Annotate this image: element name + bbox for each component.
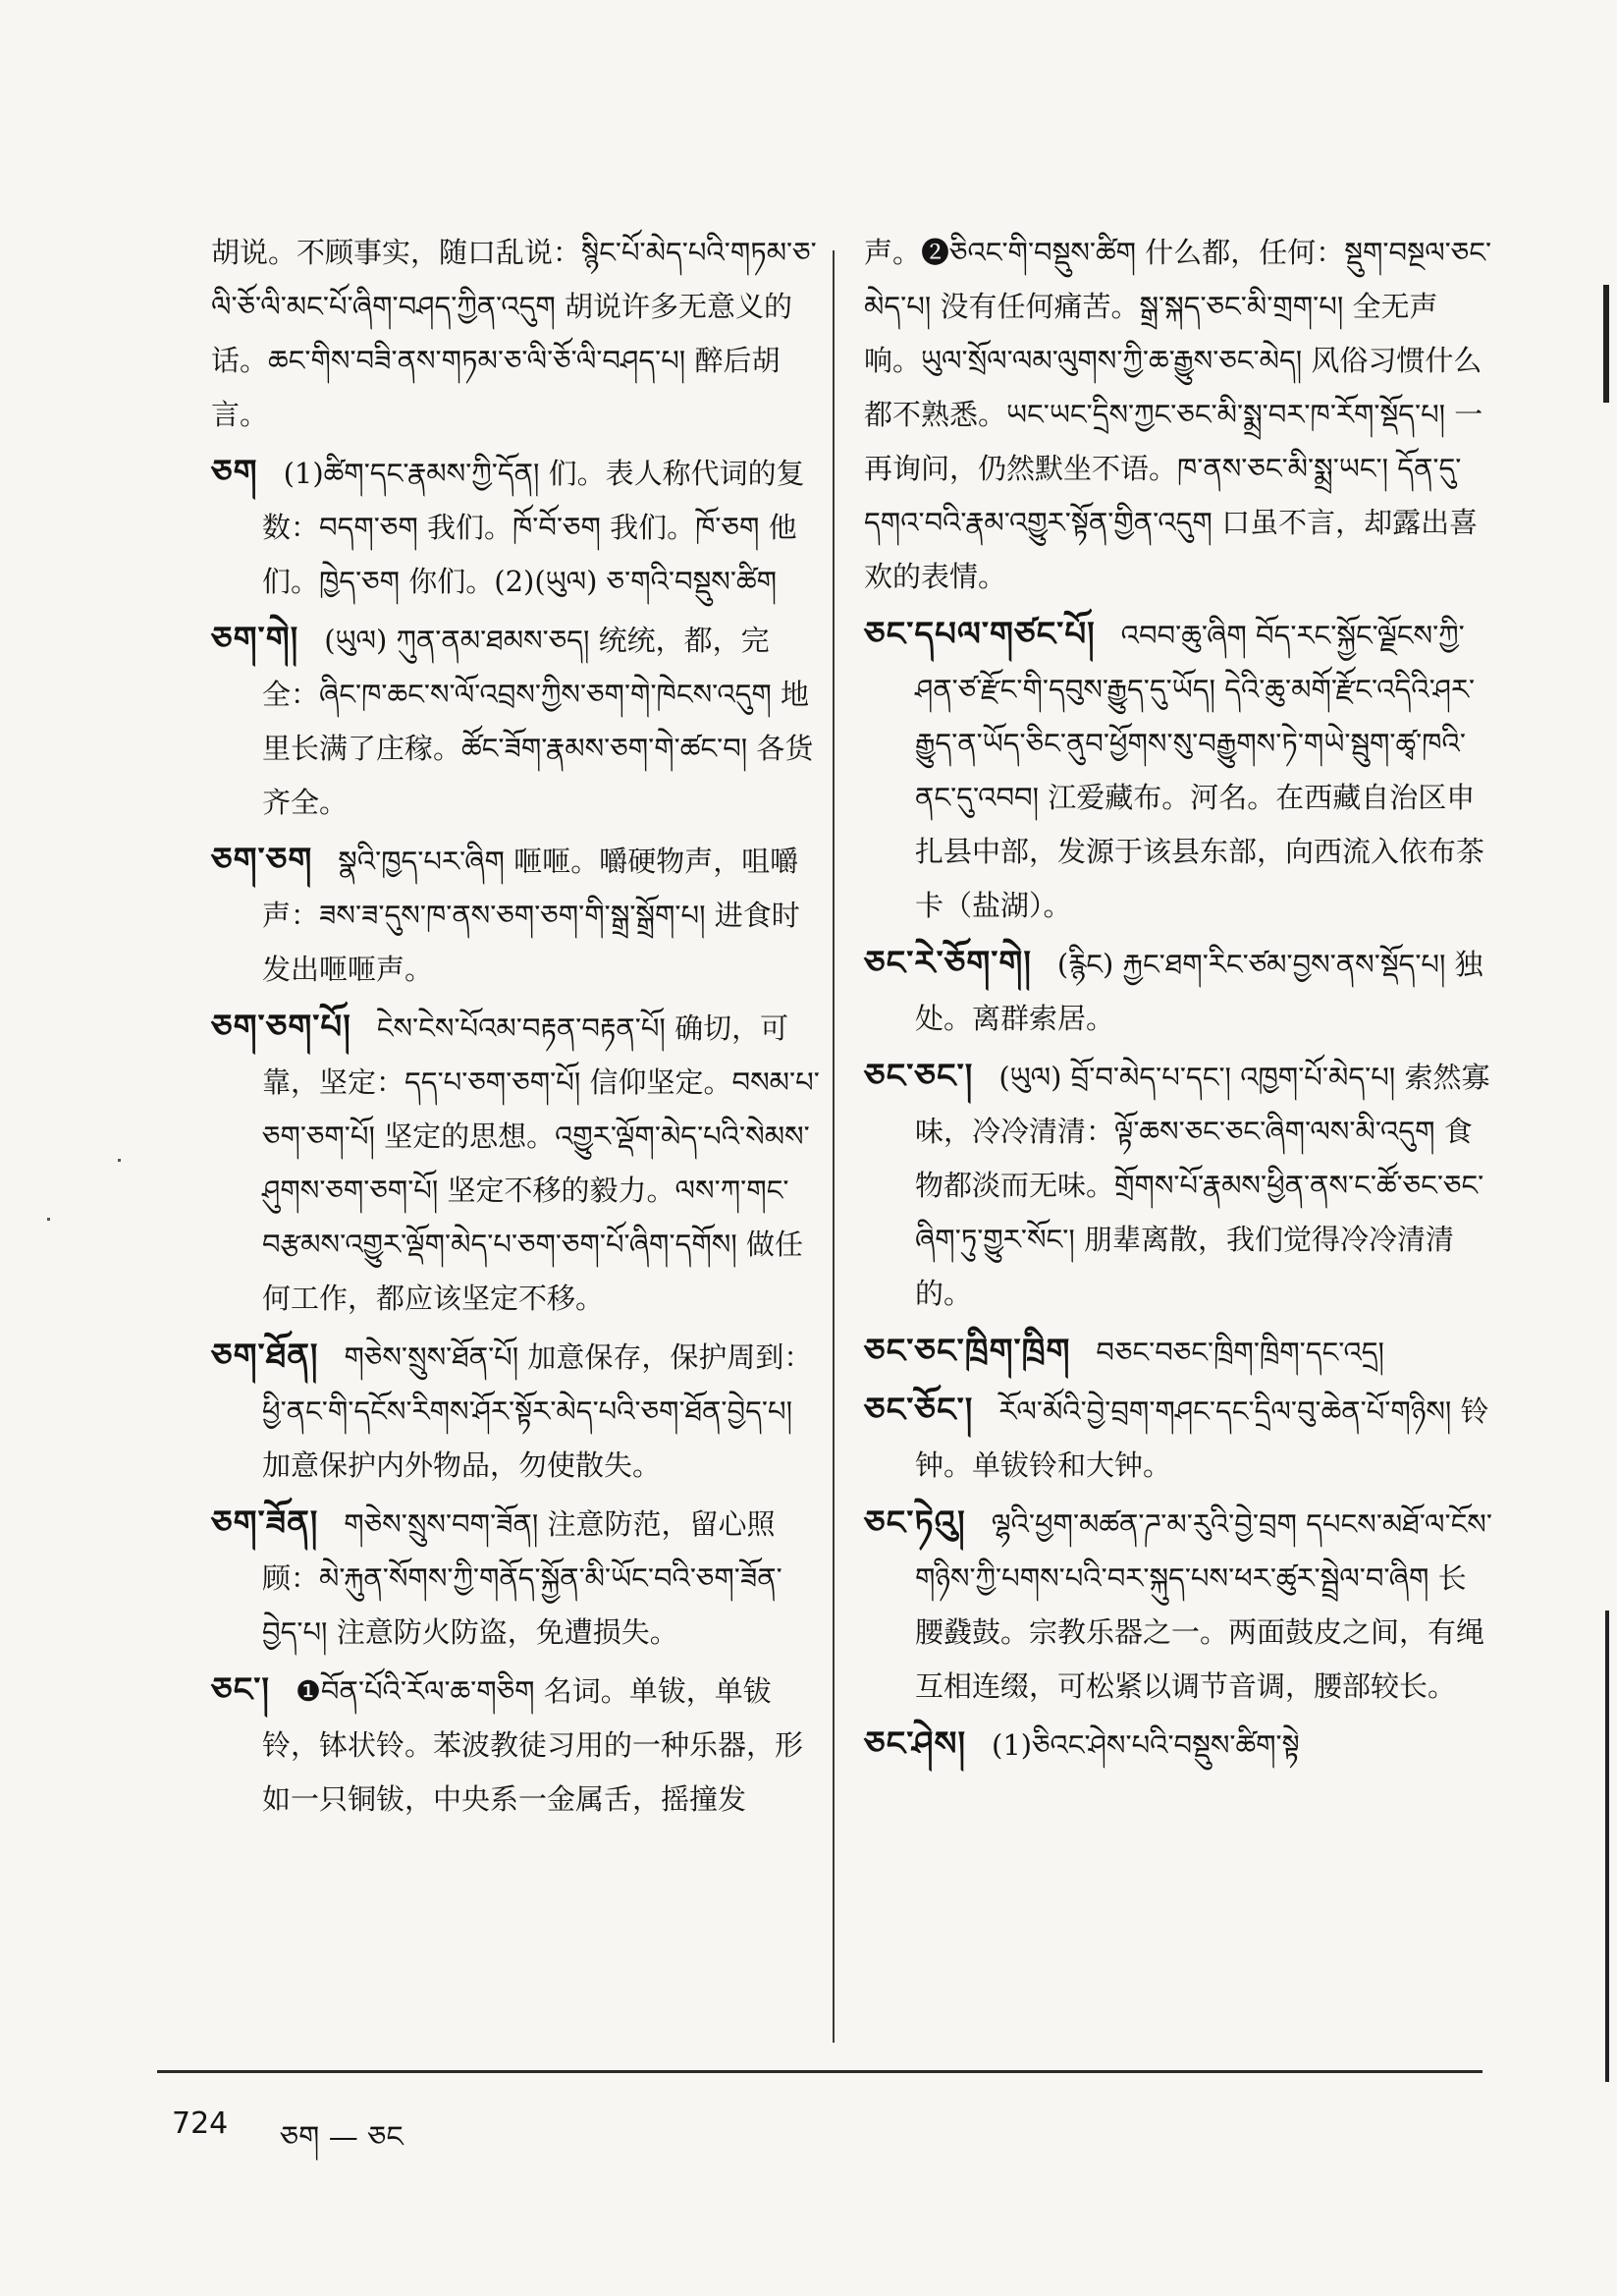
entry-continuation (864, 226, 1492, 604)
right-column (864, 226, 1492, 1777)
entry-definition: (ཡུལ) བྲོ་བ་མེད་པ་དང་། འཁྱག་པོ་མེད་པ། 索然寡味，冷冷清清：ལྟོ་ཆས་ཅང་ཅང་ཞིག་ལས་མི་འདུག 食物都淡而无味。གྲོགས་པོ་རྣམས་ཕྱིན་ནས་ང་ཚོ་ཅང་ཅང་ཞིག་ཏུ་གྱུར་སོང་། 朋辈离散，我们觉得冷冷清清的。 (915, 1061, 1490, 1310)
dictionary-entry (864, 1050, 1492, 1321)
dictionary-entry (211, 613, 820, 830)
dictionary-entry (211, 1497, 820, 1660)
entry-headword: ཅང་དཔལ་གཙང་པོ། (864, 615, 1096, 654)
dictionary-entry (211, 1001, 820, 1326)
entry-headword: ཅག (211, 453, 258, 492)
entry-headword: ཅང་ཤེས། (864, 1724, 966, 1764)
dictionary-entry (211, 1664, 820, 1827)
entry-definition: ❶བོན་པོའི་རོལ་ཆ་གཅིག 名词。单钹，单钹铃，钵状铃。苯波教徒习用的一种乐器，形如一只铜钹，中央系一金属舌，摇撞发 (262, 1674, 804, 1816)
footer-rule (157, 2070, 1482, 2073)
entry-definition: བཅང་བཅང་ཁྲིག་ཁྲིག་དང་འདྲ། (1096, 1336, 1384, 1369)
dictionary-entry (864, 937, 1492, 1046)
scan-edge-mark (1605, 1611, 1609, 2082)
entry-headword: ཅང་ཅོང་། (864, 1391, 974, 1430)
dictionary-entry (864, 1718, 1492, 1773)
entry-definition: གཅེས་སྲུས་ཐོན་པོ། 加意保存，保护周到：ཕྱི་ནང་གི་དངོས་རིགས་ཤོར་སྟོར་མེད་པའི་ཅག་ཐོན་བྱེད་པ། 加意保护内外物品，勿使散失。 (262, 1340, 813, 1482)
dictionary-entry (211, 834, 820, 997)
entry-headword: ཅང་ཅང་། (864, 1057, 974, 1096)
entry-definition: གཅེས་སྲུས་བག་ཟོན། 注意防范，留心照顾：མེ་རྐུན་སོགས་ཀྱི་གནོད་སྐྱོན་མི་ཡོང་བའི་ཅག་ཟོན་བྱེད་པ། 注意防火防盗，免遭损失。 (262, 1507, 782, 1649)
scan-edge-mark (1603, 285, 1609, 403)
entry-definition: (1)ཅིའང་ཤེས་པའི་བསྡུས་ཚིག་སྟེ (992, 1728, 1300, 1762)
entry-continuation (211, 226, 820, 442)
entry-headword: ཅང་ཏེའུ། (864, 1503, 966, 1543)
dictionary-entry (211, 446, 820, 609)
entry-headword: ཅག་ཅག་པོ། (211, 1008, 351, 1047)
entry-headword: ཅང་ཅང་ཁྲིག་ཁྲིག (864, 1332, 1071, 1371)
running-head: ཅག — ཅང (280, 2120, 404, 2155)
entry-definition: (ཡུལ) ཀུན་ནམ་ཐམས་ཅད། 统统，都，完全：ཞིང་ཁ་ཆང་ས་ལོ་འབྲས་ཀྱིས་ཅག་གེ་ཁེངས་འདུག 地里长满了庄稼。ཚོང་ཟོག་རྣམས་ཅག་གེ་ཚང་བ། 各货齐全。 (262, 624, 814, 819)
scan-dot (118, 1159, 121, 1162)
dictionary-entry (864, 1325, 1492, 1380)
entry-definition: ལྷའི་ཕྱག་མཚན་ཌ་མ་རུའི་བྱེ་བྲག དཔངས་མཐོ་ལ་ངོས་གཉིས་ཀྱི་པགས་པའི་བར་སྐུད་པས་ཕར་ཚུར་སྦྲེལ་བ་ཞིག 长腰鼗鼓。宗教乐器之一。两面鼓皮之间，有绳互相连缀，可松紧以调节音调，腰部较长。 (915, 1507, 1492, 1703)
entry-headword: ཅག་ཐོན། (211, 1337, 319, 1376)
entry-headword: ཅག་ཟོན། (211, 1503, 319, 1543)
dictionary-entry (211, 1330, 820, 1493)
page-number: 724 (172, 2106, 229, 2141)
dictionary-entry (864, 608, 1492, 933)
entry-headword: ཅག་གེ། (211, 620, 299, 659)
entry-headword: ཅང་། (211, 1670, 270, 1710)
left-column (211, 226, 820, 1831)
entry-definition: 胡说。不顾事实，随口乱说：སྙིང་པོ་མེད་པའི་གཏམ་ཅ་ལི་ཅོ་ལི་མང་པོ་ཞིག་བཤད་ཀྱིན་འདུག 胡说许多无意义的话。ཆང་གིས་བཟི་ནས་གཏམ་ཅ་ལི་ཅོ་ལི་བཤད་པ། 醉后胡言。 (211, 236, 817, 431)
entry-definition: རོལ་མོའི་བྱེ་བྲག་གཤང་དང་དྲིལ་བུ་ཆེན་པོ་གཉིས། 铃钟。单钹铃和大钟。 (915, 1394, 1489, 1482)
entry-definition: (རྙིང) རྐྱང་ཐག་རིང་ཙམ་བྱས་ནས་སྡོད་པ། 独处。离群索居。 (915, 948, 1483, 1035)
entry-headword: ཅང་རེ་ཅོག་གེ། (864, 944, 1032, 983)
entry-definition: ངེས་ངེས་པོའམ་བརྟན་བརྟན་པོ། 确切，可靠，坚定：དད་པ་ཅག་ཅག་པོ། 信仰坚定。བསམ་པ་ཅག་ཅག་པོ། 坚定的思想。འགྱུར་ལྡོག་མེད་པའི་སེམས་ཤུགས་ཅག་ཅག་པོ། 坚定不移的毅力。ལས་ཀ་གང་བརྩམས་འགྱུར་ལྡོག་མེད་པ་ཅག་ཅག་པོ་ཞིག་དགོས། 做任何工作，都应该坚定不移。 (262, 1011, 820, 1315)
entry-definition: (1)ཚིག་དང་རྣམས་ཀྱི་དོན། 们。表人称代词的复数：བདག་ཅག 我们。ཁོ་བོ་ཅག 我们。ཁོ་ཅག 他们。ཁྱེད་ཅག 你们。(2)(ཡུལ) ཅ་གའི་བསྡུས་ཚིག (262, 457, 805, 598)
dictionary-entry (864, 1497, 1492, 1714)
entry-definition: 声。❷ཅིའང་གི་བསྡུས་ཚིག 什么都，任何：སྡུག་བསྔལ་ཅང་མེད་པ། 没有任何痛苦。སྒྲ་སྐད་ཅང་མི་གྲག་པ། 全无声响。ཡུལ་སྲོལ་ལམ་ལུགས་ཀྱི་ཆ་རྒྱུས་ཅང་མེད། 风俗习惯什么都不熟悉。ཡང་ཡང་དྲིས་ཀྱང་ཅང་མི་སྨྲ་བར་ཁ་རོག་སྡོད་པ། 一再询问，仍然默坐不语。ཁ་ནས་ཅང་མི་སྨྲ་ཡང་། དོན་དུ་དགའ་བའི་རྣམ་འགྱུར་སྟོན་གྱིན་འདུག 口虽不言，却露出喜欢的表情。 (864, 236, 1492, 593)
entry-definition: སྣའི་ཁྱད་པར་ཞིག 咂咂。嚼硬物声，咀嚼声：ཟས་ཟ་དུས་ཁ་ནས་ཅག་ཅག་གི་སྒྲ་སྒྲོག་པ། 进食时发出咂咂声。 (262, 845, 800, 986)
entry-headword: ཅག་ཅག (211, 841, 313, 880)
column-divider (833, 250, 835, 2043)
scan-dot (47, 1218, 50, 1221)
entry-definition: འབབ་ཆུ་ཞིག བོད་རང་སྐྱོང་ལྗོངས་ཀྱི་ཤན་ཙ་རྫོང་གི་དབུས་རྒྱུད་དུ་ཡོད། དེའི་ཆུ་མགོ་རྫོང་འདིའི་ཤར་རྒྱུད་ན་ཡོད་ཅིང་ནུབ་ཕྱོགས་སུ་བརྒྱུགས་ཏེ་གཡེ་སྦུག་ཚྭ་ཁའི་ནང་དུ་འབབ། 江爱藏布。河名。在西藏自治区申扎县中部，发源于该县东部，向西流入依布茶卡（盐湖）。 (915, 619, 1485, 922)
dictionary-entry (864, 1384, 1492, 1493)
